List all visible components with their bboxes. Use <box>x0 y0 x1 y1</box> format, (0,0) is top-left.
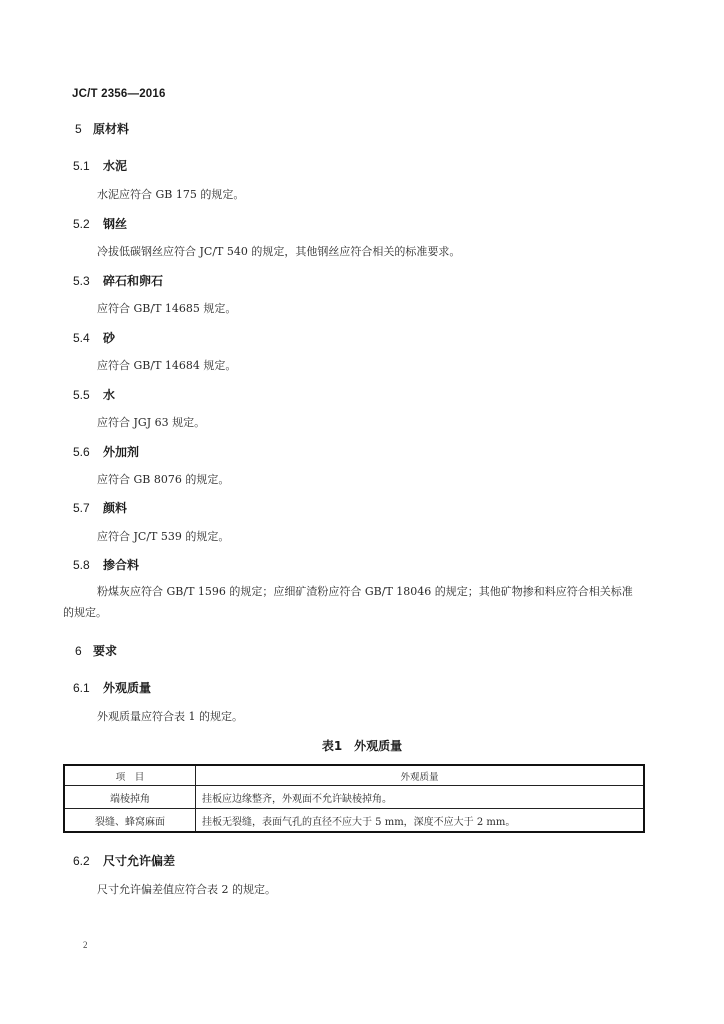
section-5-5-heading <box>73 386 115 403</box>
section-number: 5.4 <box>73 331 90 345</box>
section-title: 砂 <box>103 331 116 345</box>
section-title: 外加剂 <box>103 445 140 459</box>
section-number: 5.7 <box>73 501 90 515</box>
table-cell-quality: 挂板应边缘整齐，外观面不允许缺棱掉角。 <box>196 786 645 809</box>
section-number: 5.8 <box>73 558 90 572</box>
section-5-8-heading <box>73 556 139 573</box>
section-5-heading <box>75 120 129 137</box>
section-5-4-heading <box>73 329 115 346</box>
section-title: 颜料 <box>103 501 128 515</box>
section-number: 6.1 <box>73 681 90 695</box>
section-5-6-heading <box>73 443 139 460</box>
section-number: 5.2 <box>73 217 90 231</box>
table-cell-item: 裂缝、蜂窝麻面 <box>64 809 196 833</box>
table-header-quality: 外观质量 <box>196 765 645 786</box>
section-title: 外观质量 <box>103 681 152 695</box>
standard-code: JC/T 2356—2016 <box>72 88 166 100</box>
section-title: 钢丝 <box>103 217 128 231</box>
page-number: 2 <box>83 940 88 950</box>
section-number: 5.1 <box>73 159 90 173</box>
section-title: 原材料 <box>93 122 130 136</box>
section-5-6-body: 应符合 GB 8076 的规定。 <box>97 473 230 486</box>
section-number: 5 <box>75 122 82 136</box>
section-number: 6 <box>75 644 82 658</box>
appearance-quality-table <box>63 764 645 833</box>
section-number: 5.5 <box>73 388 90 402</box>
section-title: 碎石和卵石 <box>103 274 164 288</box>
section-5-7-heading <box>73 499 127 516</box>
section-5-8-body: 粉煤灰应符合 GB/T 1596 的规定；应细矿渣粉应符合 GB/T 18046 的规定；其他矿物掺和料应符合相关标准的规定。 <box>63 585 633 619</box>
section-number: 6.2 <box>73 854 90 868</box>
table-header-item: 项 目 <box>64 765 196 786</box>
section-title: 尺寸允许偏差 <box>103 854 176 868</box>
section-5-2-body: 冷拔低碳钢丝应符合 JC/T 540 的规定，其他钢丝应符合相关的标准要求。 <box>97 245 461 258</box>
section-title: 水泥 <box>103 159 128 173</box>
section-5-7-body: 应符合 JC/T 539 的规定。 <box>97 530 230 543</box>
section-5-4-body: 应符合 GB/T 14684 规定。 <box>97 359 237 372</box>
section-5-5-body: 应符合 JGJ 63 规定。 <box>97 416 206 429</box>
section-5-1-body: 水泥应符合 GB 175 的规定。 <box>97 188 245 201</box>
section-6-heading <box>75 642 117 659</box>
section-6-1-body: 外观质量应符合表 1 的规定。 <box>97 710 243 723</box>
section-6-2-body: 尺寸允许偏差值应符合表 2 的规定。 <box>97 883 276 896</box>
section-5-1-heading <box>73 157 127 174</box>
section-title: 掺合料 <box>103 558 140 572</box>
section-6-2-heading <box>73 852 175 869</box>
section-number: 5.6 <box>73 445 90 459</box>
section-title: 要求 <box>93 644 118 658</box>
section-number: 5.3 <box>73 274 90 288</box>
table-header-row <box>64 765 644 786</box>
table-row <box>64 809 644 833</box>
section-title: 水 <box>103 388 116 402</box>
section-5-2-heading <box>73 215 127 232</box>
table-cell-item: 端棱掉角 <box>64 786 196 809</box>
section-5-3-body: 应符合 GB/T 14685 规定。 <box>97 302 237 315</box>
section-5-3-heading <box>73 272 163 289</box>
table-1-title: 表1 外观质量 <box>321 739 403 753</box>
table-cell-quality: 挂板无裂缝，表面气孔的直径不应大于 5 mm，深度不应大于 2 mm。 <box>196 809 645 833</box>
table-row <box>64 786 644 809</box>
section-6-1-heading <box>73 679 151 696</box>
